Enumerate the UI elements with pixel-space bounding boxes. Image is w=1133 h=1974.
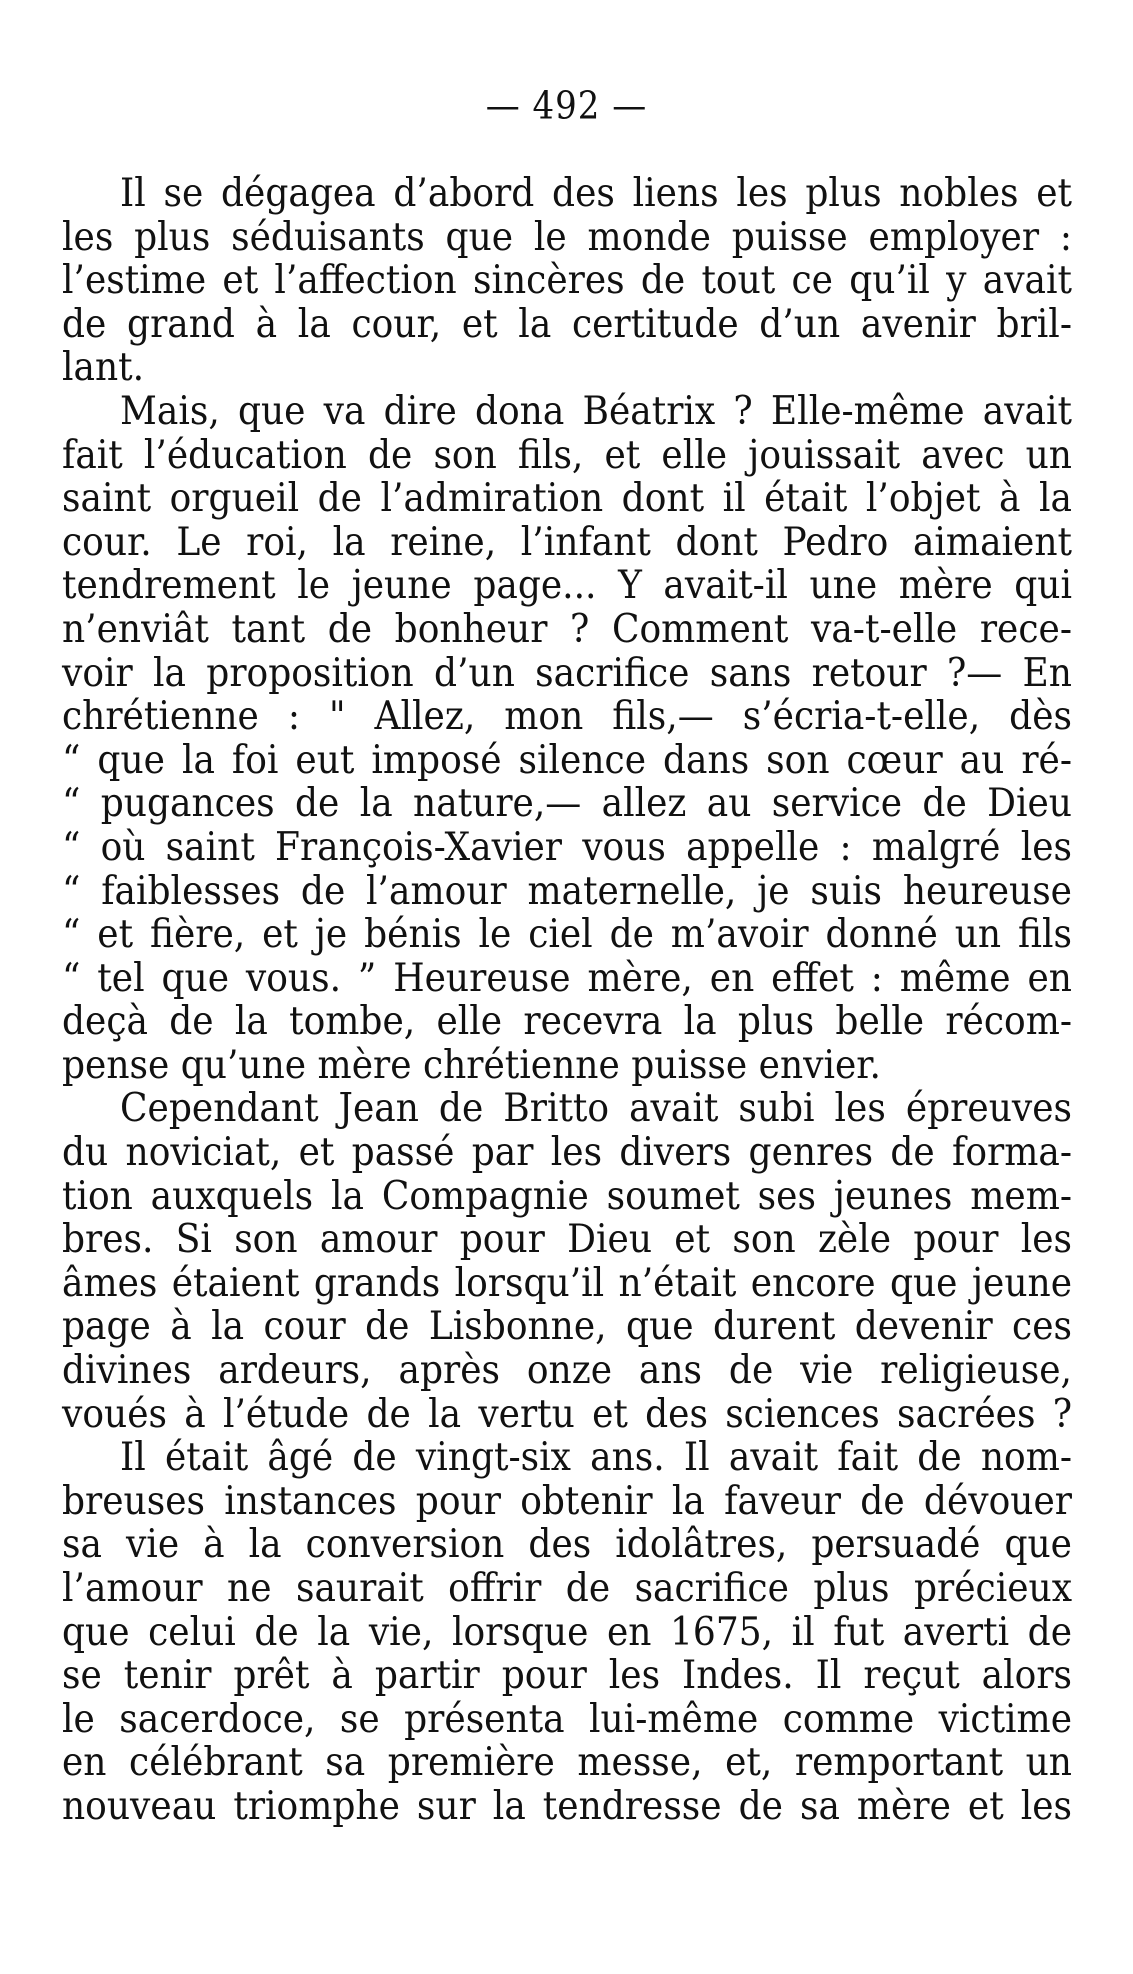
text-line: “ et fière, et je bénis le ciel de m’avoir donné un fils bbox=[62, 912, 1072, 958]
text-line: divines ardeurs, après onze ans de vie religieuse, bbox=[62, 1347, 1072, 1394]
text-line: de grand à la cour, et la certitude d’un avenir bril- bbox=[62, 301, 1072, 347]
text-line: lant. bbox=[62, 345, 145, 391]
text-line: âmes étaient grands lorsqu’il n’était encore que jeune bbox=[62, 1260, 1072, 1306]
text-line: cour. Le roi, la reine, l’infant dont Pedro aimaient bbox=[62, 519, 1072, 565]
page-number: — 492 — bbox=[485, 83, 648, 129]
text-line: “ où saint François-Xavier vous appelle : malgré les bbox=[62, 824, 1072, 870]
text-line: Mais, que va dire dona Béatrix ? Elle-même avait bbox=[120, 388, 1072, 434]
text-line: tendrement le jeune page... Y avait-il une mère qui bbox=[62, 563, 1072, 609]
text-line: le sacerdoce, se présenta lui-même comme victime bbox=[62, 1696, 1072, 1742]
text-line: “ tel que vous. ” Heureuse mère, en effet : même en bbox=[62, 955, 1072, 1001]
text-line: voués à l’étude de la vertu et des sciences sacrées ? bbox=[62, 1391, 1072, 1437]
text-line: du noviciat, et passé par les divers genres de forma- bbox=[62, 1129, 1072, 1176]
text-line: page à la cour de Lisbonne, que durent devenir ces bbox=[62, 1304, 1072, 1350]
text-line: saint orgueil de l’admiration dont il était l’objet à la bbox=[62, 476, 1072, 522]
text-line: les plus séduisants que le monde puisse employer : bbox=[62, 214, 1072, 260]
text-line: deçà de la tombe, elle recevra la plus belle récom- bbox=[62, 999, 1072, 1045]
text-line: en célébrant sa première messe, et, remportant un bbox=[62, 1740, 1072, 1786]
text-line: n’enviât tant de bonheur ? Comment va-t-elle rece- bbox=[62, 606, 1072, 652]
text-line: sa vie à la conversion des idolâtres, persuadé que bbox=[62, 1522, 1072, 1568]
text-line: fait l’éducation de son fils, et elle jouissait avec un bbox=[62, 432, 1072, 478]
text-line: Il se dégagea d’abord des liens les plus nobles et bbox=[120, 170, 1072, 217]
text-line: se tenir prêt à partir pour les Indes. Il reçut alors bbox=[62, 1653, 1072, 1699]
text-line: voir la proposition d’un sacrifice sans retour ?— En bbox=[62, 650, 1072, 696]
text-line: l’amour ne saurait offrir de sacrifice plus précieux bbox=[62, 1565, 1072, 1612]
text-line: breuses instances pour obtenir la faveur de dévouer bbox=[62, 1478, 1072, 1524]
text-line: “ faiblesses de l’amour maternelle, je suis heureuse bbox=[62, 868, 1072, 914]
text-line: “ que la foi eut imposé silence dans son cœur au ré- bbox=[62, 737, 1072, 783]
text-line: nouveau triomphe sur la tendresse de sa mère et les bbox=[62, 1783, 1072, 1829]
text-line: chrétienne : " Allez, mon fils,— s’écria-t-elle, dès bbox=[62, 694, 1072, 740]
text-line: pense qu’une mère chrétienne puisse envier. bbox=[62, 1042, 881, 1088]
text-line: Cependant Jean de Britto avait subi les épreuves bbox=[120, 1086, 1072, 1132]
text-line: tion auxquels la Compagnie soumet ses jeunes mem- bbox=[62, 1173, 1072, 1219]
text-line: “ pugances de la nature,— allez au service de Dieu bbox=[62, 781, 1072, 827]
text-line: que celui de la vie, lorsque en 1675, il fut averti de bbox=[62, 1609, 1072, 1655]
body-text bbox=[62, 172, 1072, 1829]
text-line: Il était âgé de vingt-six ans. Il avait fait de nom- bbox=[120, 1435, 1072, 1481]
text-line: l’estime et l’affection sincères de tout ce qu’il y avait bbox=[62, 258, 1072, 304]
text-line: bres. Si son amour pour Dieu et son zèle pour les bbox=[62, 1217, 1072, 1263]
